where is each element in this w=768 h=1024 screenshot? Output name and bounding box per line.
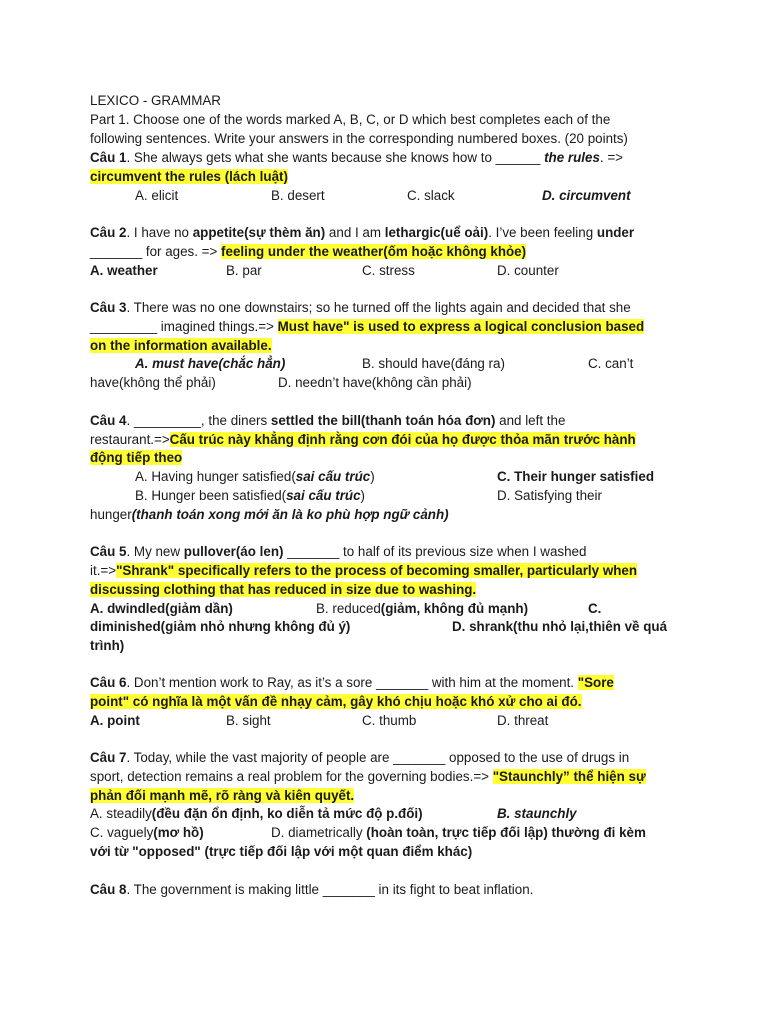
question-2-option-d: D. counter [497,263,559,278]
question-5-note: "Shrank" specifically refers to the process of becoming smaller, particularly when [116,563,638,578]
question-5-option-c-cont: diminished(giảm nhỏ nhưng không đủ ý) [90,619,351,634]
question-5-option-a: A. dwindled(giảm dần) [90,601,233,616]
question-7-note-cont: phản đối mạnh mẽ, rõ ràng và kiên quyết. [90,788,355,803]
part1-instructions-line1: Part 1. Choose one of the words marked A, B, C, or D which best completes each of the [90,112,611,127]
question-7-option-c: C. vaguely(mơ hồ) [90,825,204,840]
question-3-stem-cont: _________ imagined things.=> Must have" is used to express a logical conclusion based [90,319,645,334]
question-3-label: Câu 3 [90,300,127,315]
question-5-option-c: C. [588,601,602,616]
question-4-option-b: B. Hunger been satisfied(sai cấu trúc) [135,488,366,503]
question-4-stem: Câu 4. _________, the diners settled the bill(thanh toán hóa đơn) and left the [90,413,566,428]
question-5-option-d: D. shrank(thu nhỏ lại,thiên về quá [452,619,668,634]
document-title: LEXICO - GRAMMAR [90,93,221,108]
question-3-note-cont: on the information available. [90,338,272,353]
question-6-option-d: D. threat [497,713,549,728]
question-6-option-a: A. point [90,713,140,728]
question-3-option-a: A. must have(chắc hẳn) [135,356,286,371]
question-5-stem-cont: it.=>"Shrank" specifically refers to the process of becoming smaller, particularly when [90,563,638,578]
question-6-option-c: C. thumb [362,713,417,728]
question-3-option-c-cont: have(không thể phải) [90,375,216,390]
question-4-stem-cont: restaurant.=>Cấu trúc này khẳng định rằng cơn đói của họ được thỏa mãn trước hành [90,432,636,447]
question-3-stem: Câu 3. There was no one downstairs; so he turned off the lights again and decided that she [90,300,631,315]
question-7-option-a: A. steadily(đều đặn ổn định, ko diễn tả mức độ p.đối) [90,806,423,821]
question-4-label: Câu 4 [90,413,127,428]
question-7-option-d: D. diametrically (hoàn toàn, trực tiếp đối lập) thường đi kèm [271,825,646,840]
question-1-stem: Câu 1. She always gets what she wants because she knows how to ______ the rules. => [90,150,623,165]
question-1-option-a: A. elicit [135,188,179,203]
question-2-label: Câu 2 [90,225,127,240]
question-1-label: Câu 1 [90,150,127,165]
question-6-stem: Câu 6. Don’t mention work to Ray, as it’s a sore _______ with him at the moment. "Sore [90,675,614,690]
question-3-option-d: D. needn’t have(không cần phải) [278,375,472,390]
question-1-option-b: B. desert [271,188,325,203]
question-8-label: Câu 8 [90,882,127,897]
question-6-label: Câu 6 [90,675,127,690]
question-4-option-c: C. Their hunger satisfied [497,469,654,484]
question-7-stem-cont: sport, detection remains a real problem for the governing bodies.=> "Staunchly” thể hiện sự [90,769,646,784]
question-5-stem: Câu 5. My new pullover(áo len) _______ to half of its previous size when I washed [90,544,587,559]
question-2-note: feeling under the weather(ốm hoặc không khỏe) [221,244,527,259]
question-1-option-d: D. circumvent [542,188,631,203]
question-2-option-b: B. par [226,263,262,278]
question-1-option-c: C. slack [407,188,455,203]
question-4-option-a: A. Having hunger satisfied(sai cấu trúc) [135,469,375,484]
question-4-option-d-cont: hunger(thanh toán xong mới ăn là ko phù hợp ngữ cảnh) [90,507,449,522]
question-2-option-c: C. stress [362,263,415,278]
question-2-stem: Câu 2. I have no appetite(sự thèm ăn) and I am lethargic(uể oải). I’ve been feeling under [90,225,635,240]
question-5-option-b: B. reduced(giảm, không đủ mạnh) [316,601,529,616]
question-2-option-a: A. weather [90,263,158,278]
question-7-label: Câu 7 [90,750,127,765]
question-6-note: "Sore [577,675,614,690]
question-4-note: Cấu trúc này khẳng định rằng cơn đói của họ được thỏa mãn trước hành [169,432,636,447]
question-5-option-d-cont: trình) [90,638,125,653]
question-5-note-cont: discussing clothing that has reduced in size due to washing. [90,582,477,597]
question-8-stem: Câu 8. The government is making little _______ in its fight to beat inflation. [90,882,534,897]
question-7-option-b: B. staunchly [497,806,577,821]
question-6-note-cont: point" có nghĩa là một vấn đề nhạy cảm, gây khó chịu hoặc khó xử cho ai đó. [90,694,582,709]
question-4-option-d: D. Satisfying their [497,488,602,503]
question-3-option-b: B. should have(đáng ra) [362,356,505,371]
question-2-stem-cont: _______ for ages. => feeling under the weather(ốm hoặc không khỏe) [90,244,527,259]
question-1-note: circumvent the rules (lách luật) [90,169,288,184]
question-6-option-b: B. sight [226,713,271,728]
question-7-option-d-cont: với từ "opposed" (trực tiếp đối lập với một quan điểm khác) [90,844,473,859]
question-5-label: Câu 5 [90,544,127,559]
question-7-note: "Staunchly” thể hiện sự [492,769,646,784]
question-3-note: Must have" is used to express a logical conclusion based [277,319,645,334]
question-4-note-cont: động tiếp theo [90,450,183,465]
part1-instructions-line2: following sentences. Write your answers in the corresponding numbered boxes. (20 points) [90,131,628,146]
question-3-option-c: C. can’t [588,356,634,371]
question-7-stem: Câu 7. Today, while the vast majority of people are _______ opposed to the use of drugs in [90,750,630,765]
